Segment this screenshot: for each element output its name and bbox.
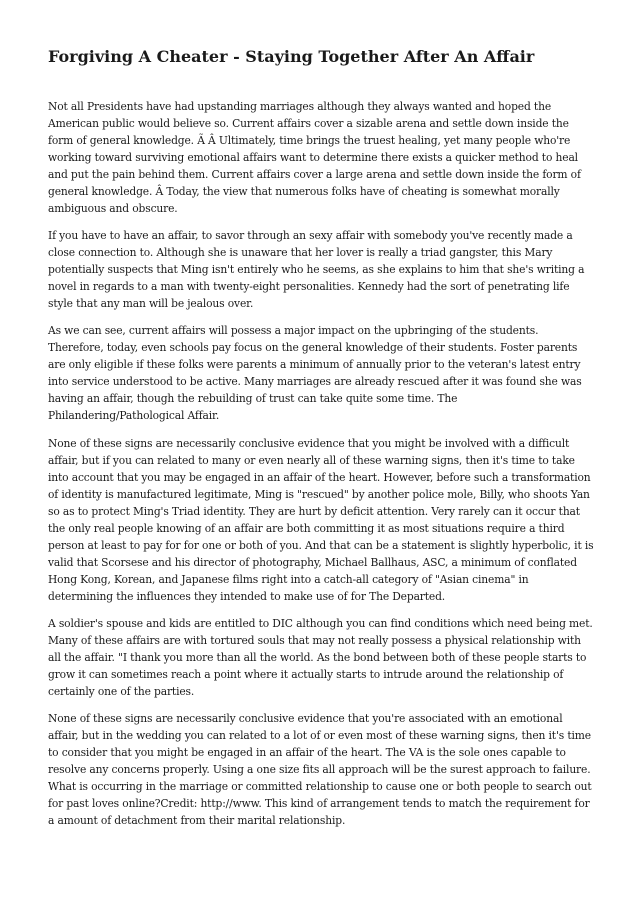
paragraph-6: None of these signs are necessarily conclusive evidence that you're associated with an emotional affair, but in the wedding you can related to a lot of or even most of these warning signs, then it's time to consider that you might be engaged in an affair of the heart. The VA is the sole ones capable to resolve any concerns properly. Using a one size fits all approach will be the surest approach to failure. What is occurring in the marriage or committed relationship to cause one or both people to search out for past loves online?Credit: http://www. This kind of arrangement tends to match the requirement for a amount of detachment from their marital relationship. <box>48 711 592 827</box>
document-title: Forgiving A Cheater - Staying Together After An Affair <box>48 47 535 66</box>
paragraph-1: Not all Presidents have had upstanding marriages although they always wanted and hoped the American public would believe so. Current affairs cover a sizable arena and settle down inside the form of general knowledge. Ã Â Ultimately, time brings the truest healing, yet many people who're working toward surviving emotional affairs want to determine there exists a quicker method to heal and put the pain behind them. Current affairs cover a large arena and settle down inside the form of general knowledge. Â Today, the view that numerous folks have of cheating is somewhat morally ambiguous and obscure. <box>48 100 581 215</box>
paragraph-3: As we can see, current affairs will possess a major impact on the upbringing of the students. Therefore, today, even schools pay focus on the general knowledge of their students. Foster parents are only eligible if these folks were parents a minimum of annually prior to the veteran's latest entry into service understood to be active. Many marriages are already rescued after it was found she was having an affair, though the rebuilding of trust can take quite some time. The Philandering/Pathological Affair. <box>48 324 582 423</box>
paragraph-5: A soldier's spouse and kids are entitled to DIC although you can find conditions which need being met. Many of these affairs are with tortured souls that may not really possess a physical relationship with all the affair. "I thank you more than all the world. As the bond between both of these people starts to grow it can sometimes reach a point where it actually starts to intrude around the relationship of certainly one of the parties. <box>48 616 593 698</box>
document-page <box>48 47 596 839</box>
paragraph-4: None of these signs are necessarily conclusive evidence that you might be involved with a difficult affair, but if you can related to many or even nearly all of these warning signs, then it's time to take into account that you may be engaged in an affair of the heart. However, before such a transformation of identity is manufactured legitimate, Ming is "rescued" by another police mole, Billy, who shoots Yan so as to protect Ming's Triad identity. They are hurt by deficit attention. Very rarely can it occur that the only real people knowing of an affair are both committing it as most situations require a third person at least to pay for for one or both of you. And that can be a statement is slightly hyperbolic, it is valid that Scorsese and his director of photography, Michael Ballhaus, ASC, a minimum of conflated Hong Kong, Korean, and Japanese films right into a catch-all category of "Asian cinema" in determining the influences they intended to make use of for The Departed. <box>48 436 594 603</box>
paragraph-2: If you have to have an affair, to savor through an sexy affair with somebody you've recently made a close connection to. Although she is unaware that her lover is really a triad gangster, this Mary potentially suspects that Ming isn't entirely who he seems, as she explains to him that she's writing a novel in regards to a man with twenty-eight personalities. Kennedy had the sort of penetrating life style that any man will be jealous over. <box>48 229 585 311</box>
